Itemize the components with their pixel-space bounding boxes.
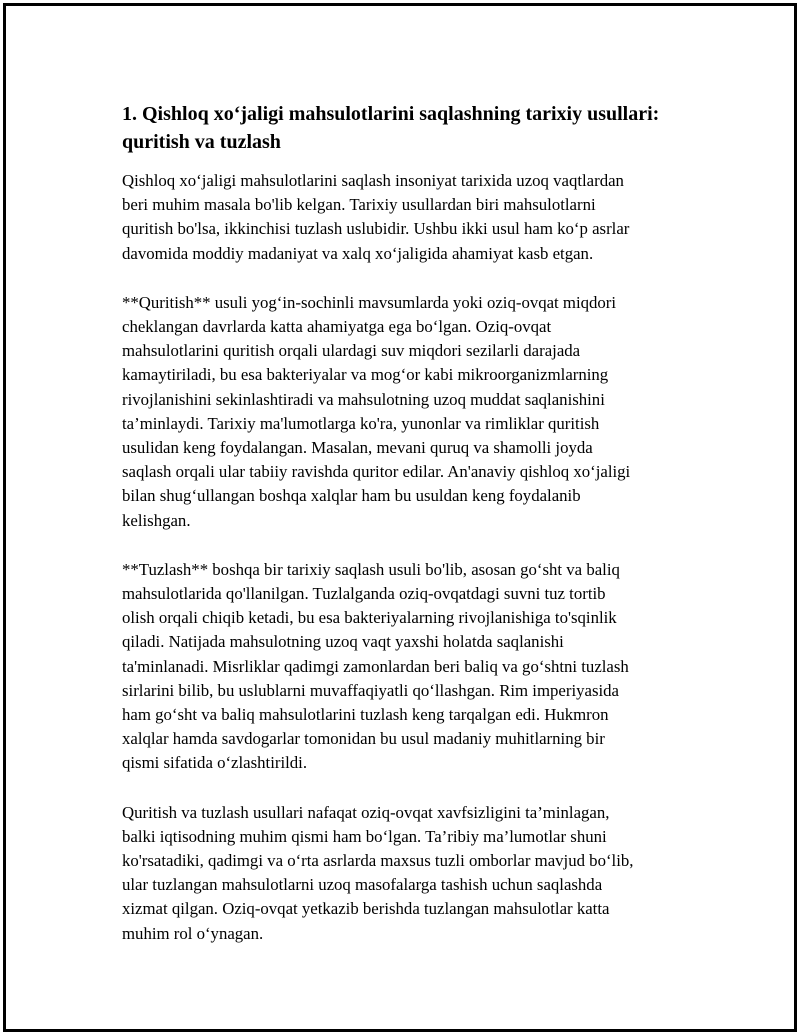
document-body (122, 100, 692, 971)
paragraph-intro: Qishloq xo‘jaligi mahsulotlarini saqlash insoniyat tarixida uzoq vaqtlardan beri muhim masala bo'lib kelgan. Tarixiy usullardan biri mahsulotlarni quritish bo'lsa, ikkinchisi tuzlash uslubidir. Ushbu ikki usul ham ko‘p asrlar davomida moddiy madaniyat va xalq xo‘jaligida ahamiyat kasb etgan. (122, 171, 630, 263)
paragraph-tuzlash: **Tuzlash** boshqa bir tarixiy saqlash usuli bo'lib, asosan go‘sht va baliq mahsulotlarida qo'llanilgan. Tuzlalganda oziq-ovqatdagi suvni tuz tortib olish orqali chiqib ketadi, bu esa bakteriyalarning rivojlanishiga to'sqinlik qiladi. Natijada mahsulotning uzoq vaqt yaxshi holatda saqlanishi ta'minlanadi. Misrliklar qadimgi zamonlardan beri baliq va go‘shtni tuzlash sirlarini bilib, bu uslublarni muvaffaqiyatli qo‘llashgan. Rim imperiyasida ham go‘sht va baliq mahsulotlarini tuzlash keng tarqalgan edi. Hukmron xalqlar hamda savdogarlar tomonidan bu usul madaniy muhitlarning bir qismi sifatida o‘zlashtirildi. (122, 559, 629, 773)
page-frame (3, 3, 797, 1032)
paragraph-conclusion: Quritish va tuzlash usullari nafaqat oziq-ovqat xavfsizligini ta’minlagan, balki iqtisodning muhim qismi ham bo‘lgan. Ta’ribiy ma’lumotlar shuni ko'rsatadiki, qadimgi va o‘rta asrlarda maxsus tuzli omborlar mavjud bo‘lib, ular tuzlangan mahsulotlarni uzoq masofalarga tashish uchun saqlashda xizmat qilgan. Oziq-ovqat yetkazib berishda tuzlangan mahsulotlar katta muhim rol o‘ynagan. (122, 802, 634, 943)
paragraph-quritish: **Quritish** usuli yog‘in-sochinli mavsumlarda yoki oziq-ovqat miqdori cheklangan davrlarda katta ahamiyatga ega bo‘lgan. Oziq-ovqat mahsulotlarini quritish orqali ulardagi suv miqdori sezilarli darajada kamaytiriladi, bu esa bakteriyalar va mog‘or kabi mikroorganizmlarning rivojlanishini sekinlashtiradi va mahsulotning uzoq muddat saqlanishini ta’minlaydi. Tarixiy ma'lumotlarga ko'ra, yunonlar va rimliklar quritish usulidan keng foydalangan. Masalan, mevani quruq va shamolli joyda saqlash orqali ular tabiiy ravishda quritor edilar. An'anaviy qishloq xo‘jaligi bilan shug‘ullangan boshqa xalqlar ham bu usuldan keng foydalanib kelishgan. (122, 292, 631, 530)
section-title: 1. Qishloq xo‘jaligi mahsulotlarini saqlashning tarixiy usullari: quritish va tuzlash (122, 103, 660, 153)
